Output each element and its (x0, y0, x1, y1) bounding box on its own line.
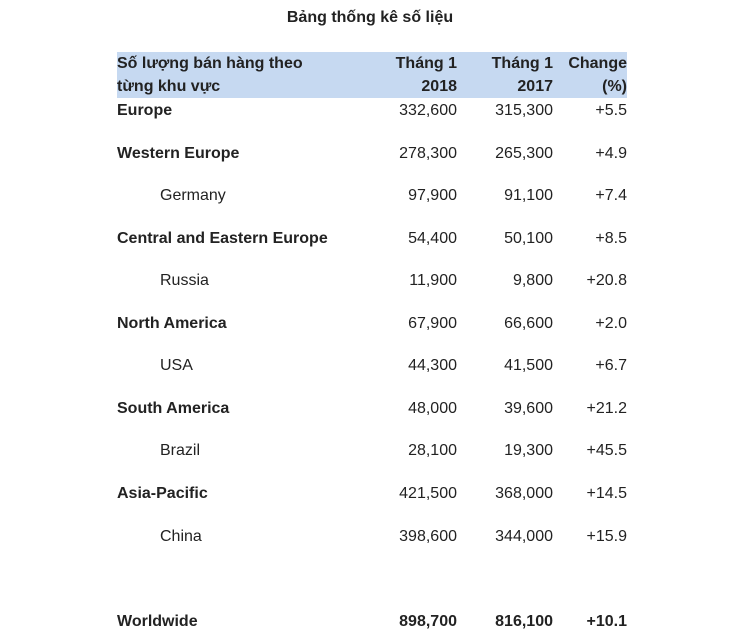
sales-table (117, 52, 627, 630)
cell-change: +20.8 (586, 272, 627, 289)
row-label: Europe (117, 102, 173, 119)
table-row-usa (117, 354, 627, 378)
header-region: Số lượng bán hàng theo từng khu vực (117, 55, 303, 95)
table-row-brazil (117, 439, 627, 463)
cell-jan-2017: 39,600 (504, 400, 553, 417)
cell-change: +7.4 (595, 187, 627, 204)
cell-jan-2018: 67,900 (408, 315, 457, 332)
cell-change: +45.5 (586, 442, 627, 459)
cell-jan-2018: 421,500 (399, 485, 457, 502)
table-row-china (117, 525, 627, 549)
table-row-worldwide (117, 610, 627, 634)
cell-change: +5.5 (595, 102, 627, 119)
cell-jan-2017: 265,300 (495, 145, 553, 162)
header-jan-2017: Tháng 1 2017 (491, 55, 553, 95)
cell-jan-2018: 278,300 (399, 145, 457, 162)
cell-change: +8.5 (595, 230, 627, 247)
header-change: Change (%) (568, 55, 627, 95)
cell-jan-2018: 898,700 (399, 613, 457, 630)
row-label: Russia (160, 272, 209, 289)
table-row-germany (117, 184, 627, 208)
row-label: Western Europe (117, 145, 240, 162)
cell-change: +21.2 (586, 400, 627, 417)
table-row-central-eastern-europe (117, 227, 627, 251)
cell-change: +14.5 (586, 485, 627, 502)
table-title: Bảng thống kê số liệu (286, 9, 454, 26)
row-label: Asia-Pacific (117, 485, 208, 502)
cell-jan-2017: 315,300 (495, 102, 553, 119)
row-label: Central and Eastern Europe (117, 230, 328, 247)
table-row-europe (117, 99, 627, 123)
row-label: South America (117, 400, 230, 417)
cell-change: +6.7 (595, 357, 627, 374)
header-jan-2018: Tháng 1 2018 (395, 55, 457, 95)
cell-jan-2017: 344,000 (495, 528, 553, 545)
cell-change: +10.1 (586, 613, 627, 630)
cell-jan-2018: 332,600 (399, 102, 457, 119)
table-row-north-america (117, 312, 627, 336)
cell-jan-2017: 9,800 (512, 272, 553, 289)
row-label: North America (117, 315, 227, 332)
cell-jan-2017: 91,100 (504, 187, 553, 204)
row-label: China (160, 528, 202, 545)
cell-jan-2018: 54,400 (408, 230, 457, 247)
table-header (117, 52, 627, 98)
row-label: USA (160, 357, 193, 374)
table-row-south-america (117, 397, 627, 421)
row-label: Brazil (160, 442, 201, 459)
cell-jan-2017: 368,000 (495, 485, 553, 502)
cell-jan-2017: 816,100 (495, 613, 553, 630)
row-label: Germany (160, 187, 226, 204)
cell-jan-2017: 50,100 (504, 230, 553, 247)
cell-jan-2018: 398,600 (399, 528, 457, 545)
table-row-russia (117, 269, 627, 293)
cell-change: +2.0 (595, 315, 627, 332)
cell-jan-2018: 11,900 (409, 272, 457, 289)
cell-jan-2017: 41,500 (504, 357, 553, 374)
row-label: Worldwide (117, 613, 198, 630)
cell-change: +15.9 (586, 528, 627, 545)
cell-jan-2018: 97,900 (408, 187, 457, 204)
table-row-western-europe (117, 142, 627, 166)
cell-jan-2018: 28,100 (408, 442, 457, 459)
cell-jan-2017: 19,300 (504, 442, 553, 459)
cell-jan-2017: 66,600 (504, 315, 553, 332)
cell-jan-2018: 44,300 (408, 357, 457, 374)
cell-jan-2018: 48,000 (408, 400, 457, 417)
cell-change: +4.9 (595, 145, 627, 162)
table-row-asia-pacific (117, 482, 627, 506)
